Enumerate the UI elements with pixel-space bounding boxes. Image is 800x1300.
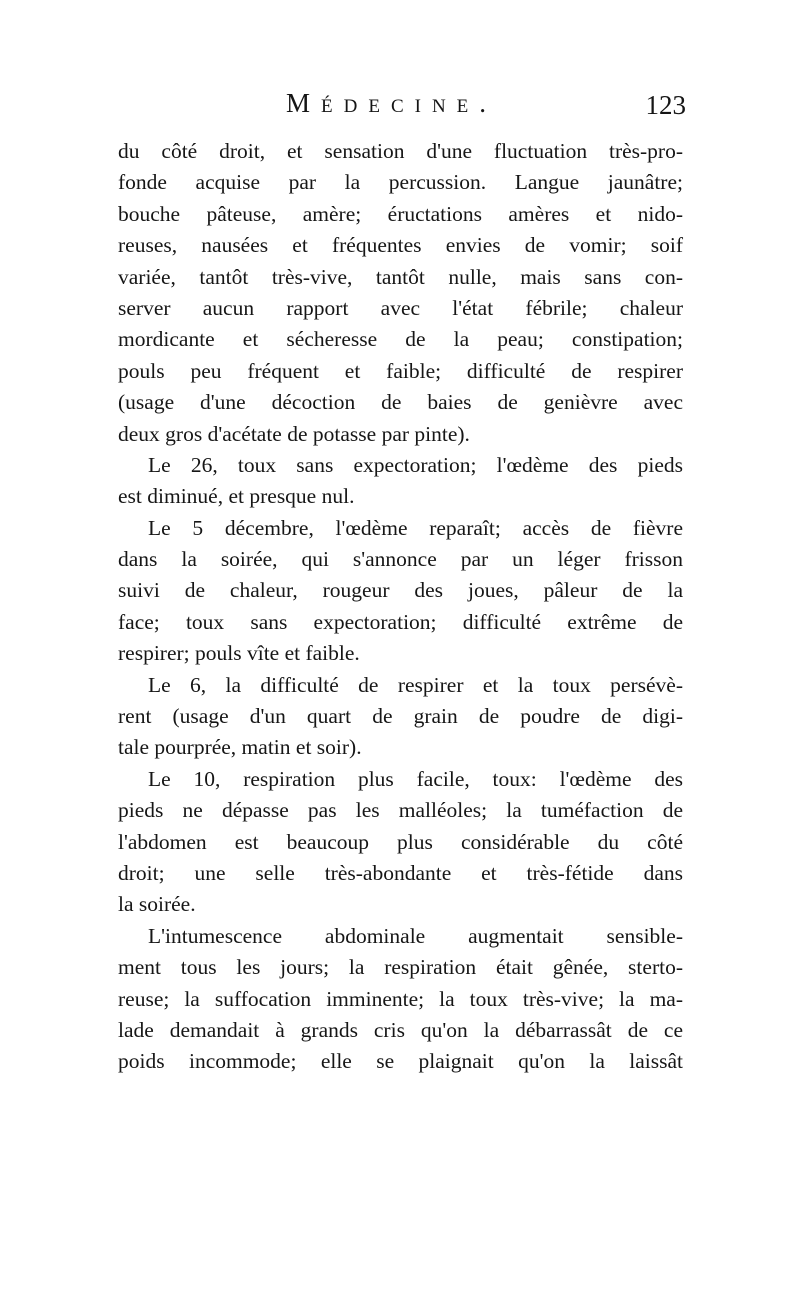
text-line: face; toux sans expectoration; difficulté extrême de	[118, 609, 683, 634]
text-line: pieds ne dépasse pas les malléoles; la tuméfaction de	[118, 798, 683, 823]
text-line: l'abdomen est beaucoup plus considérable du côté	[118, 829, 683, 854]
text-line: (usage d'une décoction de baies de genièvre avec	[118, 390, 683, 415]
text-line: server aucun rapport avec l'état fébrile; chaleur	[118, 295, 683, 320]
text-line: rent (usage d'un quart de grain de poudre de digi-	[118, 704, 683, 729]
text-line: la soirée.	[118, 892, 196, 917]
text-line: Le 5 décembre, l'œdème reparaît; accès de fièvre	[148, 515, 683, 540]
body-text	[118, 136, 683, 1078]
text-line: respirer; pouls vîte et faible.	[118, 641, 360, 666]
text-line: deux gros d'acétate de potasse par pinte).	[118, 421, 470, 446]
text-line: bouche pâteuse, amère; éructations amères et nido-	[118, 201, 683, 226]
text-line: Le 10, respiration plus facile, toux: l'œdème des	[148, 766, 683, 791]
text-line: ment tous les jours; la respiration était gênée, sterto-	[118, 955, 683, 980]
text-line: reuses, nausées et fréquentes envies de vomir; soif	[118, 233, 683, 258]
text-line: L'intumescence abdominale augmentait sensible-	[148, 923, 683, 948]
running-head: Médecine.	[286, 88, 498, 118]
text-line: suivi de chaleur, rougeur des joues, pâleur de la	[118, 578, 683, 603]
page-header	[118, 88, 690, 128]
page-number: 123	[645, 90, 686, 120]
text-line: Le 26, toux sans expectoration; l'œdème des pieds	[148, 452, 683, 477]
text-line: lade demandait à grands cris qu'on la débarrassât de ce	[118, 1017, 683, 1042]
text-line: est diminué, et presque nul.	[118, 484, 355, 509]
text-line: mordicante et sécheresse de la peau; constipation;	[118, 327, 683, 352]
text-line: variée, tantôt très-vive, tantôt nulle, mais sans con-	[118, 264, 683, 289]
text-line: Le 6, la difficulté de respirer et la toux persévè-	[148, 672, 683, 697]
text-line: du côté droit, et sensation d'une fluctuation très-pro-	[118, 139, 683, 163]
text-line: droit; une selle très-abondante et très-fétide dans	[118, 860, 683, 885]
text-line: dans la soirée, qui s'annonce par un léger frisson	[118, 547, 683, 572]
text-line: poids incommode; elle se plaignait qu'on la laissât	[118, 1049, 683, 1074]
text-line: fonde acquise par la percussion. Langue jaunâtre;	[118, 170, 683, 195]
text-line: reuse; la suffocation imminente; la toux très-vive; la ma-	[118, 986, 683, 1011]
text-line: tale pourprée, matin et soir).	[118, 735, 362, 760]
text-line: pouls peu fréquent et faible; difficulté de respirer	[118, 358, 683, 383]
